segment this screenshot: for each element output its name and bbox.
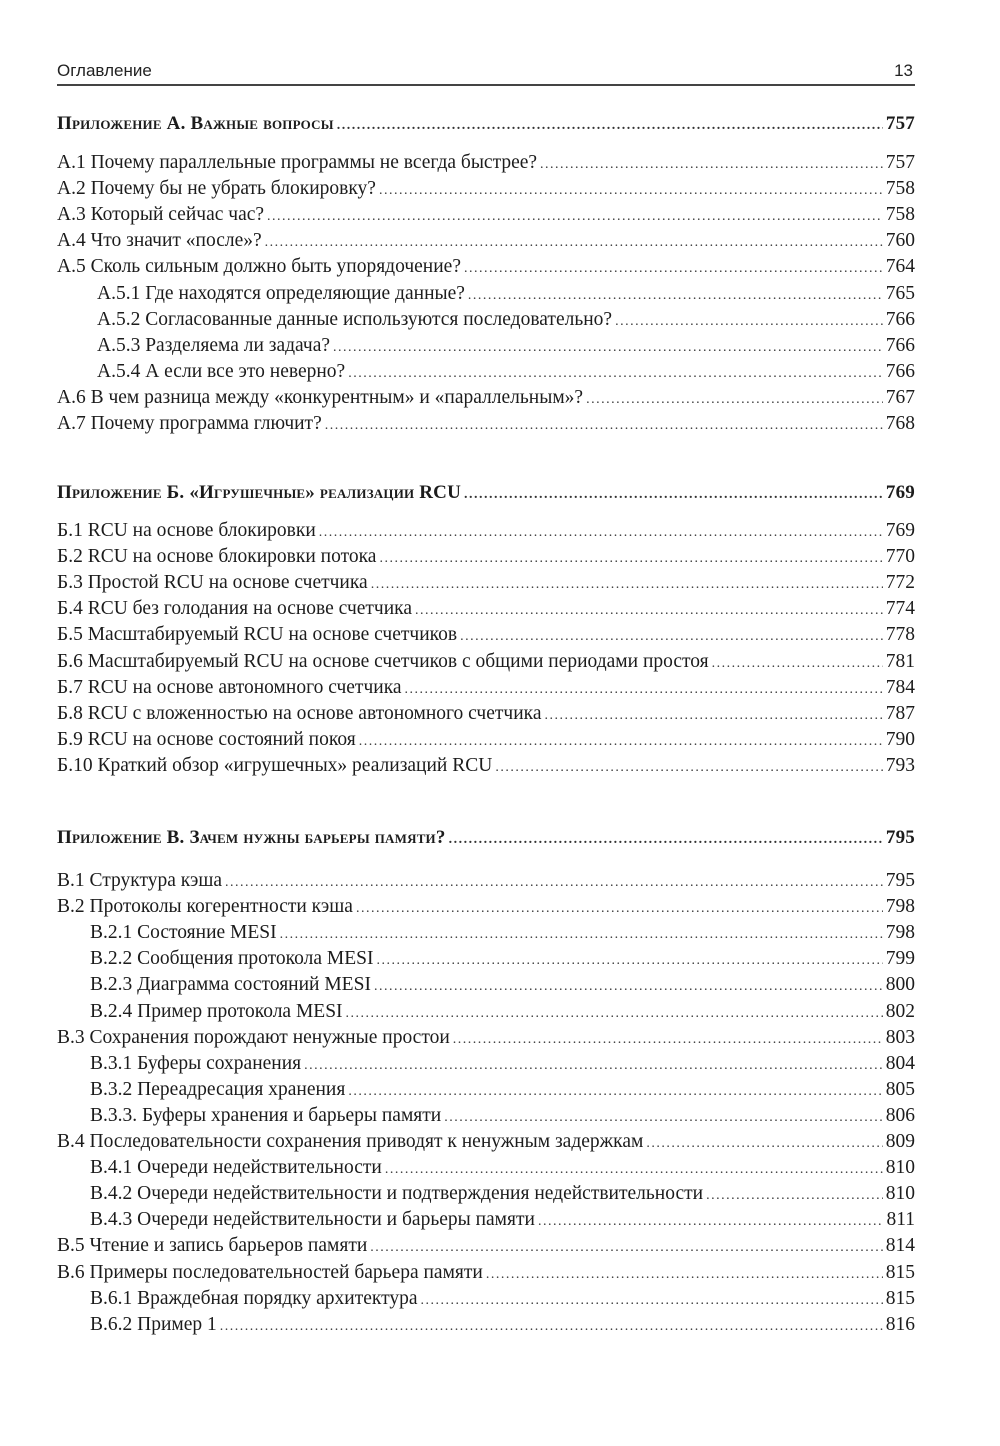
toc-entry bbox=[57, 1129, 915, 1155]
toc-entry-page: 774 bbox=[885, 598, 915, 620]
toc-entry-page: 767 bbox=[885, 386, 915, 408]
toc-entry-label: А.6 В чем разница между «конкурентным» и «параллельным»? bbox=[57, 386, 584, 408]
toc-entry-page: 816 bbox=[885, 1313, 915, 1335]
leader-dots bbox=[337, 113, 883, 139]
toc-entry-label: В.3 Сохранения порождают ненужные простои bbox=[57, 1026, 450, 1048]
toc-entry bbox=[57, 675, 915, 701]
toc-entry bbox=[90, 1155, 915, 1181]
toc-section-heading bbox=[57, 825, 915, 851]
leader-dots bbox=[348, 361, 883, 387]
toc-heading-page: 769 bbox=[885, 482, 915, 503]
toc-entry-label: Б.6 Масштабируемый RCU на основе счетчиков с общими периодами простоя bbox=[57, 650, 709, 672]
leader-dots bbox=[415, 598, 883, 624]
toc-entry-page: 778 bbox=[885, 624, 915, 646]
toc-entry bbox=[57, 727, 915, 753]
leader-dots bbox=[646, 1131, 882, 1157]
toc-entry-label: В.4.1 Очереди недействительности bbox=[90, 1157, 382, 1179]
toc-section-heading bbox=[57, 480, 915, 506]
toc-entry-page: 805 bbox=[885, 1078, 915, 1100]
leader-dots bbox=[453, 1027, 883, 1053]
toc-entry-page: 770 bbox=[885, 546, 915, 568]
toc-entry bbox=[57, 596, 915, 622]
toc-entry-page: 766 bbox=[885, 360, 915, 382]
leader-dots bbox=[348, 1079, 882, 1105]
toc-entry-page: 757 bbox=[885, 152, 915, 173]
toc-entry-page: 768 bbox=[885, 413, 915, 434]
toc-entry bbox=[57, 649, 915, 675]
leader-dots bbox=[385, 1157, 883, 1183]
toc-entry-label: В.1 Структура кэша bbox=[57, 870, 223, 891]
toc-entry-page: 790 bbox=[885, 728, 915, 750]
leader-dots bbox=[225, 870, 883, 896]
leader-dots bbox=[706, 1183, 883, 1209]
toc-entry bbox=[57, 544, 915, 570]
toc-entry-page: 815 bbox=[885, 1287, 915, 1309]
toc-entry bbox=[57, 411, 915, 437]
leader-dots bbox=[421, 1288, 883, 1314]
toc-heading-page: 757 bbox=[885, 113, 915, 134]
toc-entry bbox=[90, 1207, 915, 1233]
toc-entry-label: В.6 Примеры последовательностей барьера памяти bbox=[57, 1261, 483, 1283]
toc-entry-label: Б.1 RCU на основе блокировки bbox=[57, 520, 316, 541]
leader-dots bbox=[374, 974, 883, 1000]
toc-entry-label: Б.8 RCU с вложенностью на основе автономного счетчика bbox=[57, 702, 542, 724]
toc-entry bbox=[90, 1286, 915, 1312]
toc-entry-label: В.2.1 Состояние MESI bbox=[90, 922, 277, 944]
toc-entry bbox=[90, 972, 915, 998]
leader-dots bbox=[586, 387, 883, 413]
leader-dots bbox=[538, 1209, 884, 1235]
toc-entry bbox=[90, 1051, 915, 1077]
toc-entry bbox=[57, 202, 915, 228]
toc-entry-page: 798 bbox=[885, 896, 915, 918]
leader-dots bbox=[220, 1314, 883, 1340]
leader-dots bbox=[712, 651, 883, 677]
leader-dots bbox=[405, 677, 883, 703]
toc-entry-page: 764 bbox=[885, 256, 915, 278]
toc-entry-page: 815 bbox=[885, 1261, 915, 1283]
toc-entry-label: В.2.3 Диаграмма состояний MESI bbox=[90, 974, 371, 996]
toc-entry-page: 806 bbox=[885, 1104, 915, 1126]
header-title: Оглавление bbox=[57, 61, 152, 80]
toc-entry bbox=[90, 946, 915, 972]
toc-entry-page: 810 bbox=[885, 1183, 915, 1205]
toc-entry-label: В.4 Последовательности сохранения приводят к ненужным задержкам bbox=[57, 1131, 644, 1152]
toc-section-heading bbox=[57, 111, 915, 137]
toc-entry-label: А.4 Что значит «после»? bbox=[57, 230, 262, 252]
toc-entry-label: В.2 Протоколы когерентности кэша bbox=[57, 896, 353, 918]
toc-entry bbox=[57, 1260, 915, 1286]
toc-entry-label: В.4.2 Очереди недействительности и подтверждения недействительности bbox=[90, 1183, 704, 1205]
toc-entry bbox=[97, 333, 915, 359]
toc-entry-label: В.4.3 Очереди недействительности и барьеры памяти bbox=[90, 1209, 535, 1231]
toc-entry bbox=[57, 254, 915, 280]
toc-entry bbox=[57, 701, 915, 727]
leader-dots bbox=[460, 624, 883, 650]
toc-entry-label: Б.4 RCU без голодания на основе счетчика bbox=[57, 598, 413, 620]
toc-entry-label: В.6.2 Пример 1 bbox=[90, 1313, 217, 1335]
toc-entry-page: 803 bbox=[885, 1026, 915, 1048]
leader-dots bbox=[346, 1001, 883, 1027]
toc-entry bbox=[57, 622, 915, 648]
toc-entry-label: В.3.3. Буферы хранения и барьеры памяти bbox=[90, 1104, 442, 1126]
toc-entry bbox=[90, 920, 915, 946]
leader-dots bbox=[495, 755, 882, 781]
toc-entry bbox=[90, 1312, 915, 1338]
leader-dots bbox=[540, 152, 883, 178]
toc-entry bbox=[57, 1025, 915, 1051]
leader-dots bbox=[333, 335, 883, 361]
leader-dots bbox=[325, 413, 883, 439]
leader-dots bbox=[486, 1262, 883, 1288]
toc-entry-label: Б.7 RCU на основе автономного счетчика bbox=[57, 676, 402, 698]
header-page-number: 13 bbox=[894, 61, 913, 80]
leader-dots bbox=[379, 178, 883, 204]
toc-entry bbox=[97, 359, 915, 385]
running-header bbox=[57, 58, 915, 86]
toc-entry bbox=[57, 518, 915, 544]
toc-entry bbox=[57, 570, 915, 596]
toc-entry-page: 800 bbox=[885, 974, 915, 996]
toc-entry-label: А.5.1 Где находятся определяющие данные? bbox=[97, 282, 465, 304]
toc-entry-page: 758 bbox=[885, 204, 915, 226]
toc-entry-label: Б.3 Простой RCU на основе счетчика bbox=[57, 572, 368, 594]
toc-entry-label: Б.5 Масштабируемый RCU на основе счетчиков bbox=[57, 624, 458, 646]
toc-entry-page: 760 bbox=[885, 230, 915, 252]
toc-entry bbox=[57, 150, 915, 176]
leader-dots bbox=[615, 309, 883, 335]
leader-dots bbox=[376, 948, 882, 974]
toc-entry-page: 784 bbox=[885, 676, 915, 698]
toc-entry-label: Б.9 RCU на основе состояний покоя bbox=[57, 728, 356, 750]
toc-entry-page: 787 bbox=[885, 702, 915, 724]
toc-entry-page: 766 bbox=[885, 308, 915, 330]
toc-entry-label: А.5.2 Согласованные данные используются последовательно? bbox=[97, 308, 613, 330]
toc-heading-label: Приложение А. Важные вопросы bbox=[57, 113, 334, 134]
toc-entry-label: А.2 Почему бы не убрать блокировку? bbox=[57, 178, 376, 200]
toc-entry bbox=[57, 385, 915, 411]
toc-entry-page: 758 bbox=[885, 178, 915, 200]
toc-entry bbox=[97, 281, 915, 307]
toc-entry-label: В.6.1 Враждебная порядку архитектура bbox=[90, 1287, 418, 1309]
leader-dots bbox=[370, 1235, 882, 1261]
toc-entry-label: В.5 Чтение и запись барьеров памяти bbox=[57, 1235, 368, 1257]
toc-entry-label: А.5.3 Разделяема ли задача? bbox=[97, 334, 331, 356]
leader-dots bbox=[449, 827, 883, 853]
toc-entry-label: В.3.2 Переадресация хранения bbox=[90, 1078, 346, 1100]
toc-entry bbox=[57, 176, 915, 202]
leader-dots bbox=[371, 572, 883, 598]
toc-entry-page: 793 bbox=[885, 754, 915, 776]
toc-entry bbox=[57, 753, 915, 779]
leader-dots bbox=[379, 546, 882, 572]
leader-dots bbox=[356, 896, 883, 922]
toc-entry-page: 769 bbox=[885, 520, 915, 541]
toc-entry-page: 810 bbox=[885, 1157, 915, 1179]
toc-entry-page: 781 bbox=[885, 650, 915, 672]
toc-entry-label: А.7 Почему программа глючит? bbox=[57, 413, 322, 434]
toc-entry-label: Б.2 RCU на основе блокировки потока bbox=[57, 546, 377, 568]
toc-entry-label: Б.10 Краткий обзор «игрушечных» реализаций RCU bbox=[57, 754, 493, 776]
toc-entry-label: А.5.4 А если все это неверно? bbox=[97, 360, 346, 382]
toc-heading-page: 795 bbox=[885, 827, 915, 848]
leader-dots bbox=[545, 703, 883, 729]
toc-entry bbox=[57, 228, 915, 254]
leader-dots bbox=[468, 283, 883, 309]
leader-dots bbox=[444, 1105, 883, 1131]
toc-entry-page: 798 bbox=[885, 922, 915, 944]
toc-entry-page: 809 bbox=[885, 1131, 915, 1152]
toc-entry-label: А.5 Сколь сильным должно быть упорядочение? bbox=[57, 256, 461, 278]
toc-entry-page: 804 bbox=[885, 1052, 915, 1074]
leader-dots bbox=[319, 520, 883, 546]
toc-entry-label: В.2.4 Пример протокола MESI bbox=[90, 1000, 343, 1022]
toc-entry-page: 799 bbox=[885, 948, 915, 970]
toc-entry bbox=[90, 1181, 915, 1207]
toc-heading-label: Приложение Б. «Игрушечные» реализации RCU bbox=[57, 482, 462, 503]
toc-entry bbox=[90, 1103, 915, 1129]
toc-entry bbox=[90, 1077, 915, 1103]
toc-entry-label: В.3.1 Буферы сохранения bbox=[90, 1052, 302, 1074]
toc-entry bbox=[57, 894, 915, 920]
toc-entry-page: 795 bbox=[885, 870, 915, 891]
leader-dots bbox=[265, 230, 883, 256]
leader-dots bbox=[280, 922, 883, 948]
toc-entry-page: 765 bbox=[885, 282, 915, 304]
toc-entry-page: 772 bbox=[885, 572, 915, 594]
leader-dots bbox=[464, 482, 883, 508]
leader-dots bbox=[304, 1053, 883, 1079]
toc-entry bbox=[57, 1233, 915, 1259]
toc-entry bbox=[90, 999, 915, 1025]
toc-entry bbox=[57, 868, 915, 894]
leader-dots bbox=[464, 256, 883, 282]
toc-entry bbox=[97, 307, 915, 333]
toc-entry-page: 811 bbox=[886, 1209, 915, 1231]
toc-entry-page: 802 bbox=[885, 1000, 915, 1022]
leader-dots bbox=[359, 729, 883, 755]
toc-entry-label: А.1 Почему параллельные программы не всегда быстрее? bbox=[57, 152, 538, 173]
toc-entry-page: 766 bbox=[885, 334, 915, 356]
toc-entry-page: 814 bbox=[885, 1235, 915, 1257]
leader-dots bbox=[267, 204, 883, 230]
toc-entry-label: А.3 Который сейчас час? bbox=[57, 204, 265, 226]
toc-entry-label: В.2.2 Сообщения протокола MESI bbox=[90, 948, 374, 970]
toc-heading-label: Приложение В. Зачем нужны барьеры памяти? bbox=[57, 827, 446, 848]
